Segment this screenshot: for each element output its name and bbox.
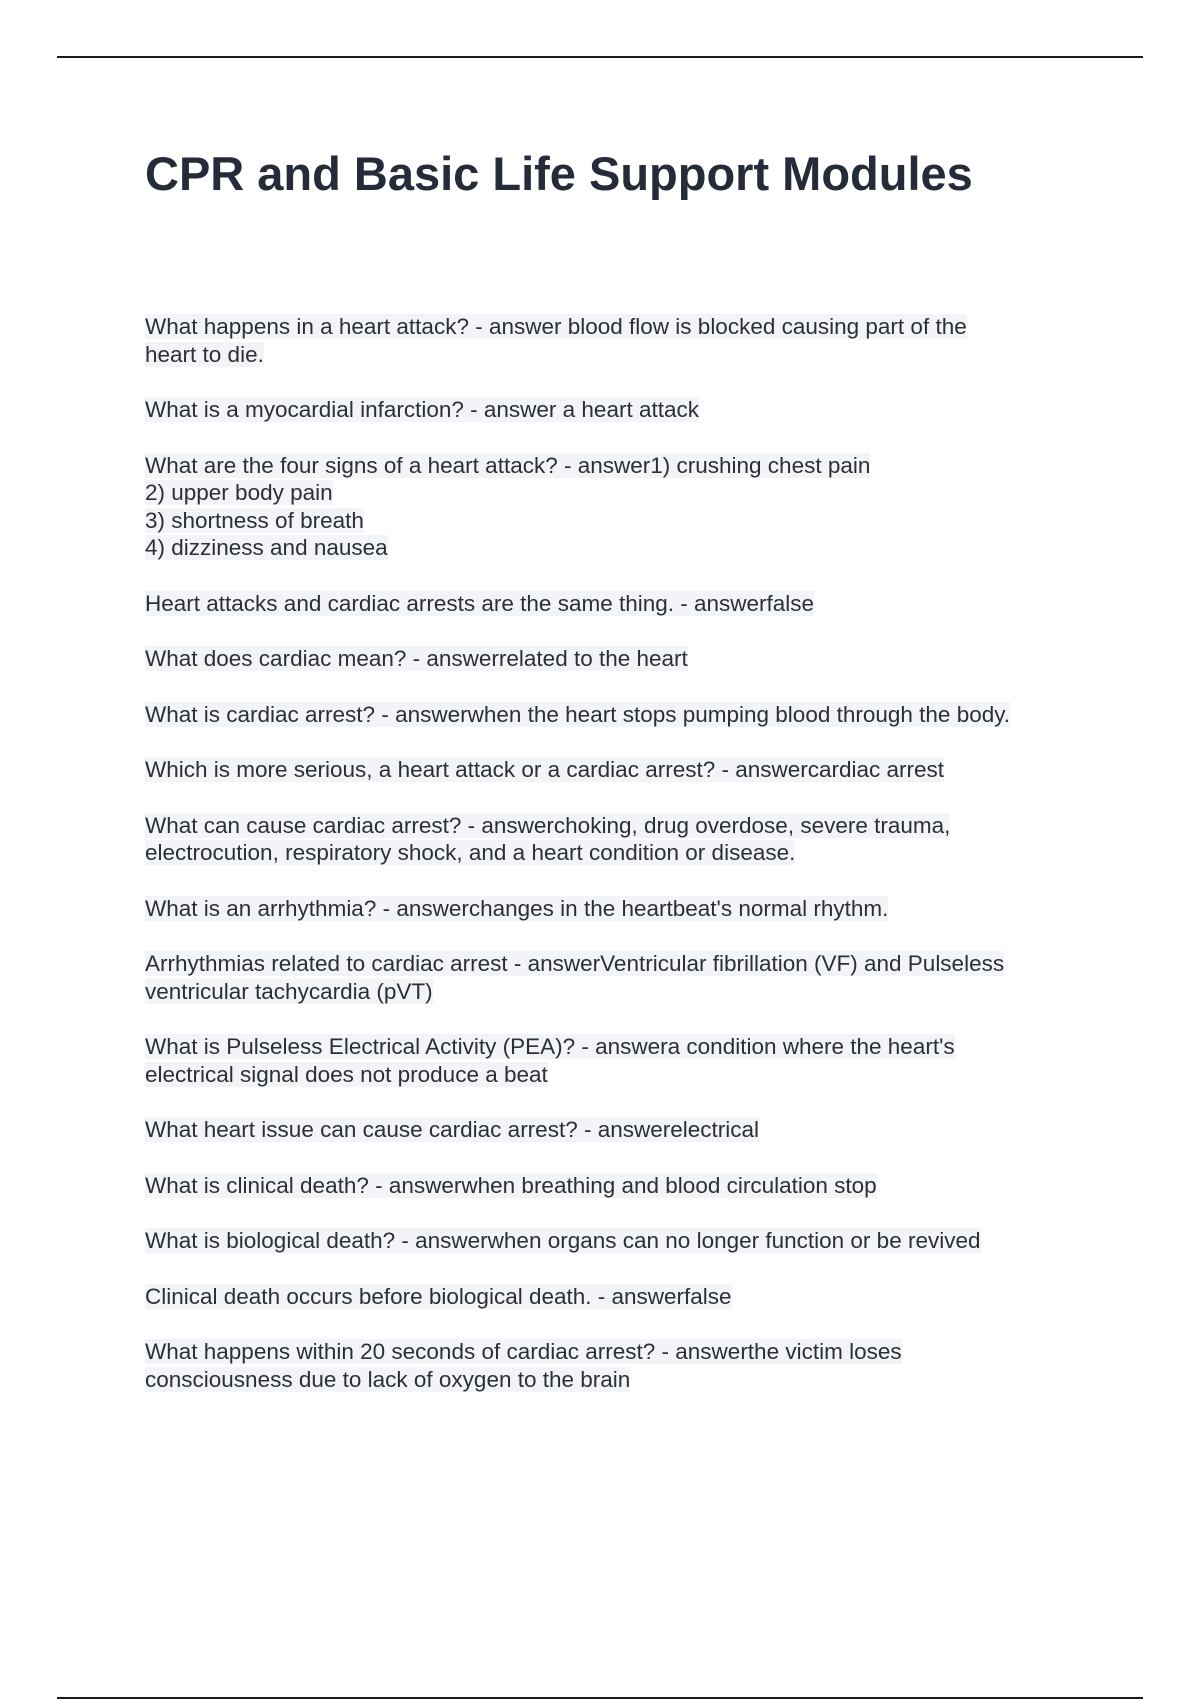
qa-text: Clinical death occurs before biological death. - answerfalse — [145, 1283, 732, 1309]
qa-item — [145, 1116, 1085, 1144]
qa-text: Which is more serious, a heart attack or a cardiac arrest? - answercardiac arrest — [145, 757, 945, 782]
top-divider — [57, 56, 1143, 58]
qa-item — [145, 1283, 1085, 1311]
qa-text: What is biological death? - answerwhen organs can no longer function or be revived — [145, 1228, 981, 1253]
qa-item — [145, 812, 1085, 867]
qa-item — [145, 1172, 1085, 1200]
qa-text: What is clinical death? - answerwhen breathing and blood circulation stop — [145, 1172, 877, 1198]
qa-text: What happens within 20 seconds of cardiac arrest? - answerthe victim loses consciousness due to lack of oxygen to the brain — [145, 1339, 902, 1392]
qa-text: What does cardiac mean? - answerrelated to the heart — [145, 646, 688, 671]
qa-item — [145, 1338, 1085, 1393]
qa-text: What is Pulseless Electrical Activity (PEA)? - answera condition where the heart's electrical signal does not produce a beat — [145, 1034, 955, 1087]
qa-item — [145, 396, 1085, 424]
qa-text: What is a myocardial infarction? - answer a heart attack — [145, 397, 699, 422]
qa-text: What is cardiac arrest? - answerwhen the heart stops pumping blood through the body. — [145, 701, 1011, 727]
qa-text: Arrhythmias related to cardiac arrest - answerVentricular fibrillation (VF) and Pulseless ventricular tachycardia (pVT) — [145, 951, 1005, 1004]
qa-item — [145, 590, 1085, 618]
qa-item — [145, 313, 1085, 368]
qa-item — [145, 1227, 1085, 1255]
qa-item — [145, 756, 1085, 784]
qa-item — [145, 895, 1085, 923]
qa-text: Heart attacks and cardiac arrests are the same thing. - answerfalse — [145, 590, 815, 616]
qa-item — [145, 950, 1085, 1005]
qa-item — [145, 645, 1085, 673]
qa-text: What happens in a heart attack? - answer blood flow is blocked causing part of the heart to die. — [145, 314, 967, 367]
qa-item — [145, 452, 1085, 562]
qa-text: What are the four signs of a heart attack? - answer1) crushing chest pain 2) upper body pain 3) shortness of breath 4) dizziness and nausea — [145, 452, 871, 560]
document-title: CPR and Basic Life Support Modules — [145, 147, 973, 200]
qa-list — [145, 313, 1085, 1421]
bottom-divider — [57, 1697, 1143, 1699]
qa-item — [145, 1033, 1085, 1088]
qa-text: What is an arrhythmia? - answerchanges in the heartbeat's normal rhythm. — [145, 895, 889, 921]
qa-text: What heart issue can cause cardiac arrest? - answerelectrical — [145, 1117, 760, 1142]
qa-text: What can cause cardiac arrest? - answerchoking, drug overdose, severe trauma, electrocution, respiratory shock, and a heart condition or disease. — [145, 812, 951, 865]
qa-item — [145, 701, 1085, 729]
